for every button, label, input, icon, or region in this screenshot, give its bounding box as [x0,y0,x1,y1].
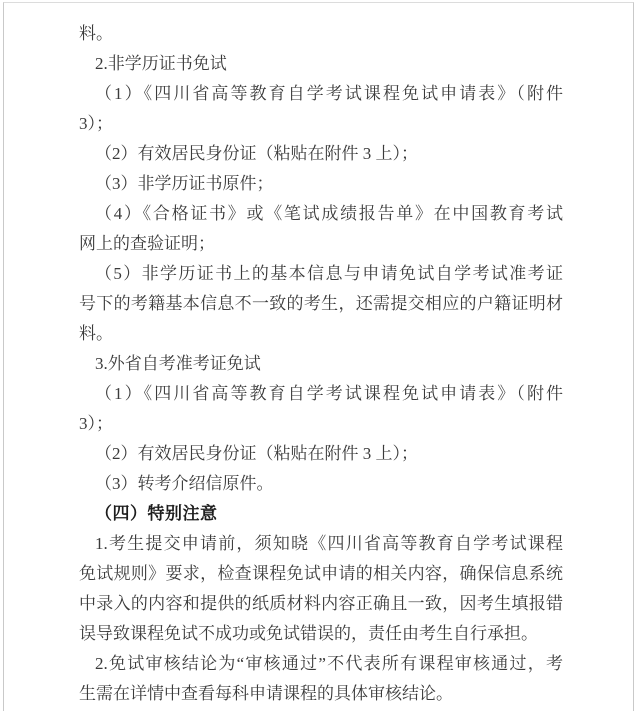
text-line: 号下的考籍基本信息不一致的考生，还需提交相应的户籍证明材 [79,294,563,313]
text-line: 料。 [79,324,113,343]
text-line: 免试规则》要求，检查课程免试申请的相关内容，确保信息系统 [79,564,563,583]
text-line: 网上的查验证明； [79,234,215,253]
text-line: 1.考生提交申请前，须知晓《四川省高等教育自学考试课程 [95,534,563,553]
text-line: （2）有效居民身份证（粘贴在附件 3 上）； [95,444,418,463]
text-line: 2.非学历证书免试 [95,54,227,73]
text-line: 3）； [79,414,113,433]
section-heading-line: （四）特别注意 [95,504,218,523]
text-line: （2）有效居民身份证（粘贴在附件 3 上）； [95,144,418,163]
text-line: （5）非学历证书上的基本信息与申请免试自学考试准考证 [95,264,563,283]
text-line: （4）《合格证书》或《笔试成绩报告单》在中国教育考试 [95,204,563,223]
text-line: 误导致课程免试不成功或免试错误的，责任由考生自行承担。 [79,624,538,643]
text-line: 生需在详情中查看每科申请课程的具体审核结论。 [79,684,453,703]
text-line: 中录入的内容和提供的纸质材料内容正确且一致，因考生填报错 [79,594,563,613]
text-line: 3.外省自考准考证免试 [95,354,261,373]
document-page [3,2,634,711]
document-lines [79,19,563,709]
text-line: 料。 [79,24,113,43]
text-line: （1）《四川省高等教育自学考试课程免试申请表》（附件 [95,84,563,103]
text-line: （3）非学历证书原件； [95,174,274,193]
text-line: 3）； [79,114,113,133]
text-line: （3）转考介绍信原件。 [95,474,274,493]
text-line: （1）《四川省高等教育自学考试课程免试申请表》（附件 [95,384,563,403]
text-line: 2.免试审核结论为“审核通过”不代表所有课程审核通过，考 [95,654,563,673]
